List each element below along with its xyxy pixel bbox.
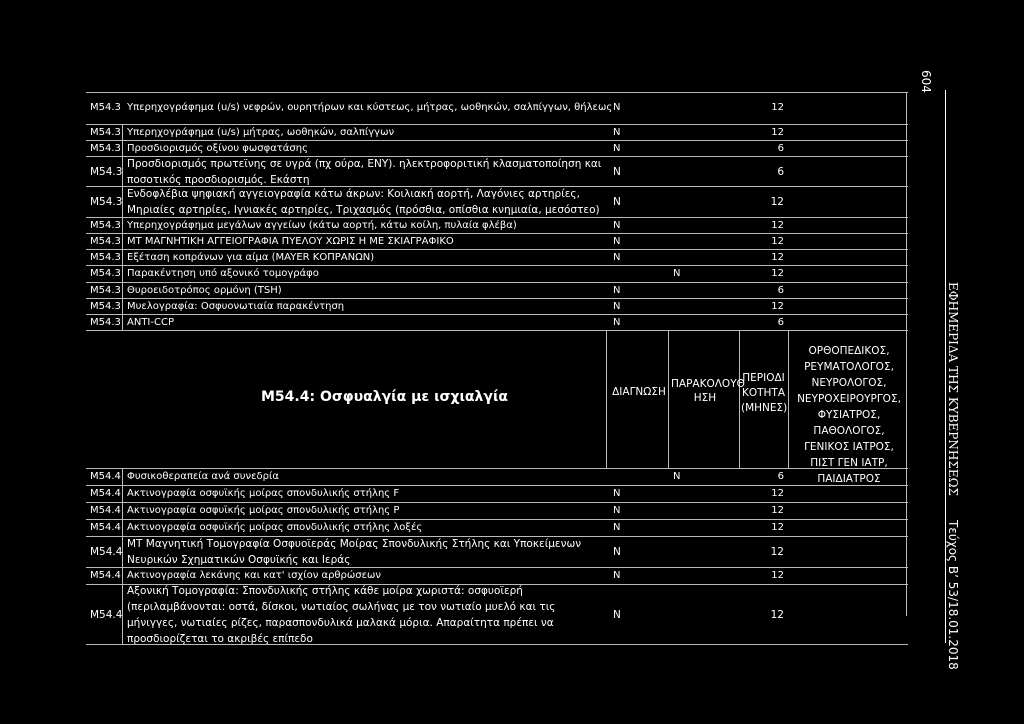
- table-row: [86, 125, 908, 141]
- row-diagnosis: N: [613, 522, 621, 533]
- row-description: Προσδιορισμός οξίνου φωσφατάσης: [127, 142, 308, 154]
- row-diagnosis: N: [613, 165, 621, 178]
- row-months: 6: [777, 316, 784, 328]
- row-code: M54.3: [90, 268, 121, 279]
- row-diagnosis: N: [613, 126, 621, 138]
- col-period-line-3: (ΜΗΝΕΣ): [741, 402, 788, 414]
- row-months: 12: [770, 546, 784, 558]
- col-period-line-2: ΚΟΤΗΤΑ: [741, 387, 786, 399]
- row-description: Ακτινογραφία λεκάνης και κατ' ισχίον αρθρώσεων: [127, 570, 381, 581]
- row-code: M54.4: [90, 522, 121, 533]
- row-diagnosis: N: [613, 251, 621, 263]
- row-description: Ακτινογραφία οσφυϊκής μοίρας σπονδυλικής στήλης λοξές: [127, 522, 423, 533]
- row-diagnosis: N: [613, 300, 621, 312]
- row-description: MT ΜΑΓΝΗΤΙΚΗ ΑΓΓΕΙΟΓΡΑΦΙΑ ΠΥΕΛΟΥ ΧΩΡΙΣ Η ΜΕ ΣΚΙΑΓΡΑΦΙΚΟ: [127, 235, 454, 247]
- row-months: 12: [771, 268, 784, 279]
- row-months: 12: [771, 126, 784, 138]
- table-row: [86, 187, 908, 218]
- page-number: 604: [919, 70, 933, 93]
- row-diagnosis: N: [613, 546, 621, 558]
- row-months: 6: [777, 284, 784, 296]
- row-diagnosis: N: [613, 284, 621, 296]
- table-row: [86, 92, 908, 125]
- row-description: Φυσικοθεραπεία ανά συνεδρία: [127, 471, 279, 482]
- row-months: 6: [777, 142, 784, 154]
- row-description: Παρακέντηση υπό αξονικό τομογράφο: [127, 268, 319, 279]
- table-row: [86, 266, 908, 283]
- row-diagnosis: N: [613, 235, 621, 247]
- table-row: [86, 486, 908, 503]
- row-months: 12: [771, 505, 784, 516]
- row-description: Αξονική Τομογραφία: Σπονδυλικής στήλης κάθε μοίρα χωριστά: οσφυοϊερή (περιλαμβάνονται: οστά, δίσκοι, νωτιαίος σωλήνας με τον νωτιαίο μυελό και τις μήνιγγες, νωτιαίες ρίζες, παρασπονδυλικά μαλακά μόρια. Απαραίτητα πρέπει να προσδιορίζεται το ακριβές επίπεδο: [127, 584, 556, 645]
- row-months: 12: [771, 570, 784, 581]
- row-code: M54.3: [90, 251, 121, 263]
- row-months: 12: [771, 219, 784, 231]
- row-diagnosis: N: [613, 142, 621, 154]
- row-diagnosis: N: [673, 471, 681, 482]
- col-diagnosis-header: ΔΙΑΓΝΩΣΗ: [612, 386, 666, 398]
- row-months: 12: [771, 251, 784, 263]
- row-code: M54.3: [90, 300, 121, 312]
- row-diagnosis: N: [613, 570, 621, 581]
- exam-table: [86, 92, 908, 645]
- row-diagnosis: N: [673, 268, 681, 279]
- row-diagnosis: N: [613, 505, 621, 516]
- row-months: 12: [770, 608, 784, 621]
- table-row: [86, 250, 908, 266]
- row-code: M54.3: [90, 126, 121, 138]
- row-code: M54.3: [90, 219, 121, 231]
- table-row: [86, 585, 908, 645]
- row-diagnosis: N: [613, 219, 621, 231]
- row-code: M54.4: [90, 546, 123, 558]
- row-description: Υπερηχογράφημα μεγάλων αγγείων (κάτω αορτή, κάτω κοίλη, πυλαία φλέβα): [127, 219, 517, 231]
- row-code: M54.3: [90, 196, 123, 208]
- row-months: 12: [771, 300, 784, 312]
- table-row: [86, 283, 908, 299]
- row-months: 6: [777, 165, 784, 178]
- row-code: M54.4: [90, 488, 121, 499]
- row-code: M54.3: [90, 316, 121, 328]
- row-diagnosis: N: [613, 102, 621, 113]
- row-description: Ακτινογραφία οσφυϊκής μοίρας σπονδυλικής στήλης F: [127, 488, 400, 499]
- table-row: [86, 157, 908, 187]
- row-code: M54.4: [90, 570, 121, 581]
- section-title: M54.4: Οσφυαλγία με ισχιαλγία: [261, 389, 509, 405]
- table-row: [86, 315, 908, 331]
- issue-info: Τεύχος Β’ 53/18.01.2018: [946, 520, 960, 670]
- table-row: [86, 503, 908, 520]
- table-row: [86, 218, 908, 234]
- row-description: Υπερηχογράφημα (u/s) νεφρών, ουρητήρων και κύστεως, μήτρας, ωοθηκών, σαλπίγγων, θήλεως: [127, 102, 613, 113]
- row-diagnosis: N: [613, 316, 621, 328]
- row-diagnosis: N: [613, 608, 621, 621]
- row-description: Προσδιορισμός πρωτεϊνης σε υγρά (πχ ούρα, ΕΝΥ). ηλεκτροφοριτική κλασματοποίηση και ποσοτικός προσδιορισμός. Εκάστη: [127, 157, 602, 186]
- row-months: 12: [771, 235, 784, 247]
- row-months: 12: [770, 196, 784, 208]
- row-description: Μυελογραφία: Οσφυονωτιαία παρακέντηση: [127, 300, 345, 312]
- row-description: ANTI-CCP: [127, 316, 174, 328]
- row-description: Θυροειδοτρόπος ορμόνη (TSH): [127, 284, 282, 296]
- col-followup-line-1: ΠΑΡΑΚΟΛΟΥΘ: [671, 378, 745, 390]
- row-description: Εξέταση κοπράνων για αίμα (MAYER ΚΟΠΡΑΝΩΝ): [127, 251, 375, 263]
- row-code: M54.3: [90, 284, 121, 296]
- row-description: Ενδοφλέβια ψηφιακή αγγειογραφία κάτω άκρων: Κοιλιακή αορτή, Λαγόνιες αρτηρίες, Μηριαίες αρτηρίες, Ιγνιακές αρτηρίες, Τριχασμός (πρόσθια, οπίσθια κνημιαία, μεσόστεο): [127, 188, 600, 216]
- table-row: [86, 537, 908, 568]
- col-specialties-header: ΟΡΘΟΠΕΔΙΚΟΣ, ΡΕΥΜΑΤΟΛΟΓΟΣ, ΝΕΥΡΟΛΟΓΟΣ, ΝΕΥΡΟΧΕΙΡΟΥΡΓΟΣ, ΦΥΣΙΑΤΡΟΣ, ΠΑΘΟΛΟΓΟΣ, ΓΕΝΙΚΟΣ ΙΑΤΡΟΣ, ΠΙΣΤ ΓΕΝ ΙΑΤΡ, ΠΑΙΔΙΑΤΡΟΣ: [797, 345, 901, 485]
- row-code: M54.4: [90, 471, 121, 482]
- row-months: 12: [771, 102, 784, 113]
- row-diagnosis: N: [613, 196, 621, 208]
- row-code: M54.4: [90, 505, 121, 516]
- col-followup-line-2: ΗΣΗ: [693, 392, 717, 404]
- journal-title: ΕΦΗΜΕΡΙΔΑ ΤΗΣ ΚΥΒΕΡΝΗΣΕΩΣ: [946, 282, 960, 497]
- row-code: M54.3: [90, 142, 121, 154]
- table-row: [86, 469, 908, 486]
- col-period-header: [741, 371, 786, 416]
- col-period-line-1: ΠΕΡΙΟΔΙ: [742, 372, 785, 384]
- row-months: 12: [771, 488, 784, 499]
- row-months: 6: [777, 471, 784, 482]
- row-code: M54.3: [90, 235, 121, 247]
- table-row: [86, 234, 908, 250]
- row-code: M54.4: [90, 608, 123, 621]
- row-description: MT Μαγνητική Τομογραφία Οσφυοϊεράς Μοίρας Σπονδυλικής Στήλης και Υποκείμενων Νευρικών Σχηματικών Οσφυϊκής και Ιεράς: [127, 538, 582, 566]
- row-code: M54.3: [90, 165, 123, 178]
- row-description: Υπερηχογράφημα (u/s) μήτρας, ωοθηκών, σαλπίγγων: [127, 126, 395, 138]
- row-diagnosis: N: [613, 488, 621, 499]
- table-row: [86, 520, 908, 537]
- row-months: 12: [771, 522, 784, 533]
- table-row: [86, 299, 908, 315]
- row-description: Ακτινογραφία οσφυϊκής μοίρας σπονδυλικής στήλης P: [127, 505, 400, 516]
- col-followup-header: [671, 377, 745, 405]
- row-code: M54.3: [90, 102, 121, 113]
